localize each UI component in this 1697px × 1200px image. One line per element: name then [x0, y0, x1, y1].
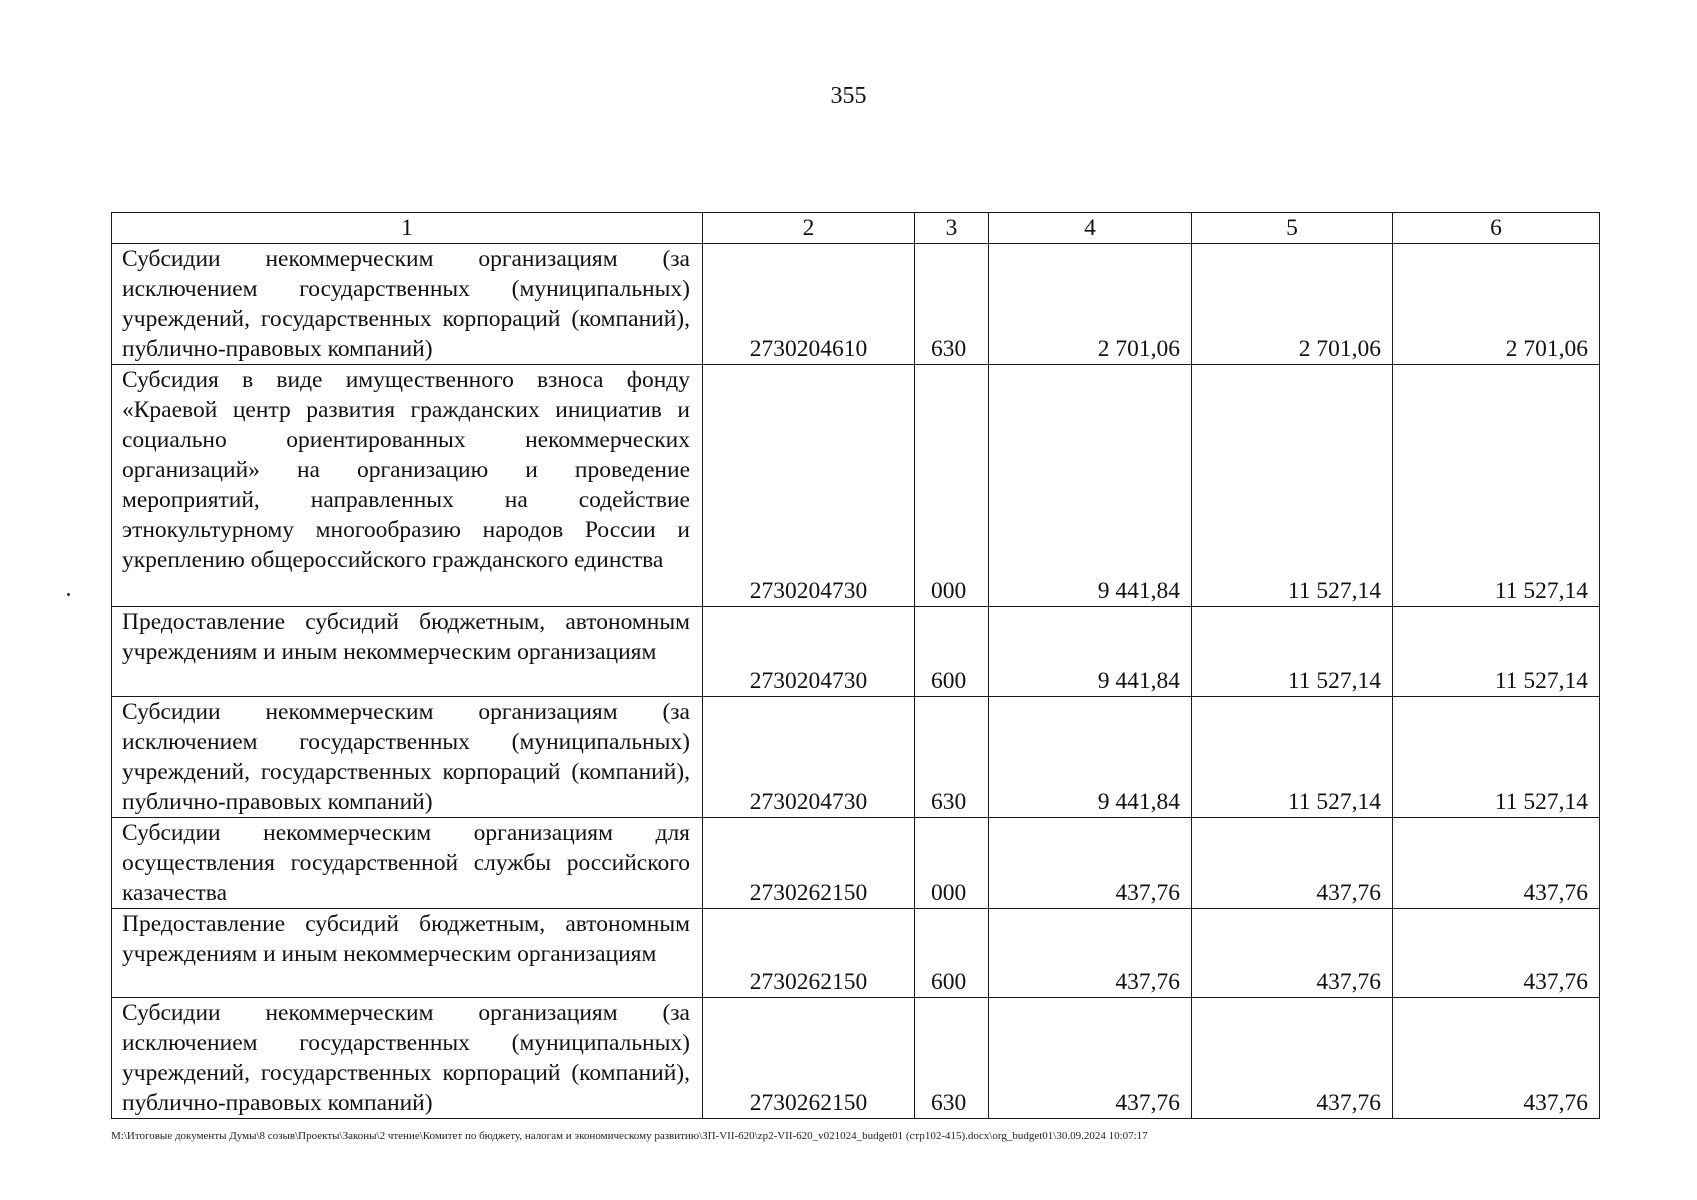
- expense-name: Субсидии некоммерческим организациям для осуществления государственной службы российского казачества: [112, 818, 703, 909]
- amount-col6: 11 527,14: [1393, 365, 1600, 607]
- table-row: [112, 818, 1600, 909]
- table-header-row: [112, 213, 1600, 244]
- column-number-3: 3: [915, 213, 989, 244]
- expense-type-code: 000: [915, 818, 989, 909]
- target-article-code: 2730262150: [703, 998, 915, 1119]
- expense-type-code: 630: [915, 244, 989, 365]
- expense-name: Субсидия в виде имущественного взноса фонду «Краевой центр развития гражданских инициатив и социально ориентированных некоммерческих организаций» на организацию и проведение мероприятий, направленных на содействие этнокультурному многообразию народов России и укреплению общероссийского гражданского единства: [112, 365, 703, 607]
- expense-name: Предоставление субсидий бюджетным, автономным учреждениям и иным некоммерческим организациям: [112, 607, 703, 697]
- target-article-code: 2730204730: [703, 697, 915, 818]
- amount-col4: 437,76: [989, 909, 1192, 998]
- target-article-code: 2730204730: [703, 365, 915, 607]
- amount-col6: 11 527,14: [1393, 697, 1600, 818]
- amount-col6: 437,76: [1393, 909, 1600, 998]
- table-row: [112, 998, 1600, 1119]
- amount-col4: 437,76: [989, 998, 1192, 1119]
- column-number-2: 2: [703, 213, 915, 244]
- table-row: [112, 607, 1600, 697]
- table-row: [112, 365, 1600, 607]
- column-number-4: 4: [989, 213, 1192, 244]
- amount-col4: 9 441,84: [989, 365, 1192, 607]
- amount-col5: 437,76: [1192, 998, 1393, 1119]
- expense-name: Субсидии некоммерческим организациям (за исключением государственных (муниципальных) учреждений, государственных корпораций (компаний), публично-правовых компаний): [112, 998, 703, 1119]
- amount-col6: 437,76: [1393, 998, 1600, 1119]
- expense-type-code: 630: [915, 998, 989, 1119]
- amount-col6: 437,76: [1393, 818, 1600, 909]
- expense-type-code: 000: [915, 365, 989, 607]
- expense-name: Предоставление субсидий бюджетным, автономным учреждениям и иным некоммерческим организациям: [112, 909, 703, 998]
- target-article-code: 2730262150: [703, 818, 915, 909]
- expense-name: Субсидии некоммерческим организациям (за исключением государственных (муниципальных) учреждений, государственных корпораций (компаний), публично-правовых компаний): [112, 697, 703, 818]
- target-article-code: 2730204730: [703, 607, 915, 697]
- column-number-5: 5: [1192, 213, 1393, 244]
- scan-speck: [67, 593, 70, 596]
- amount-col5: 11 527,14: [1192, 697, 1393, 818]
- amount-col5: 2 701,06: [1192, 244, 1393, 365]
- expense-type-code: 630: [915, 697, 989, 818]
- document-file-path: M:\Итоговые документы Думы\8 созыв\Проекты\Законы\2 чтение\Комитет по бюджету, налогам и экономическому развитию\ЗП-VII-620\zp2-VII-620_v021024_budget01 (стр102-415).docx\org_budget01\30.09.2024 10:07:17: [111, 1130, 1148, 1142]
- amount-col5: 11 527,14: [1192, 607, 1393, 697]
- table-row: [112, 697, 1600, 818]
- amount-col4: 9 441,84: [989, 607, 1192, 697]
- expense-name: Субсидии некоммерческим организациям (за исключением государственных (муниципальных) учреждений, государственных корпораций (компаний), публично-правовых компаний): [112, 244, 703, 365]
- budget-table: [111, 212, 1600, 1119]
- page-number: 355: [830, 83, 867, 109]
- column-number-6: 6: [1393, 213, 1600, 244]
- amount-col5: 11 527,14: [1192, 365, 1393, 607]
- table-row: [112, 909, 1600, 998]
- amount-col5: 437,76: [1192, 909, 1393, 998]
- expense-type-code: 600: [915, 607, 989, 697]
- expense-type-code: 600: [915, 909, 989, 998]
- amount-col4: 9 441,84: [989, 697, 1192, 818]
- amount-col6: 2 701,06: [1393, 244, 1600, 365]
- target-article-code: 2730204610: [703, 244, 915, 365]
- amount-col6: 11 527,14: [1393, 607, 1600, 697]
- target-article-code: 2730262150: [703, 909, 915, 998]
- amount-col4: 2 701,06: [989, 244, 1192, 365]
- amount-col4: 437,76: [989, 818, 1192, 909]
- column-number-1: 1: [112, 213, 703, 244]
- table-row: [112, 244, 1600, 365]
- amount-col5: 437,76: [1192, 818, 1393, 909]
